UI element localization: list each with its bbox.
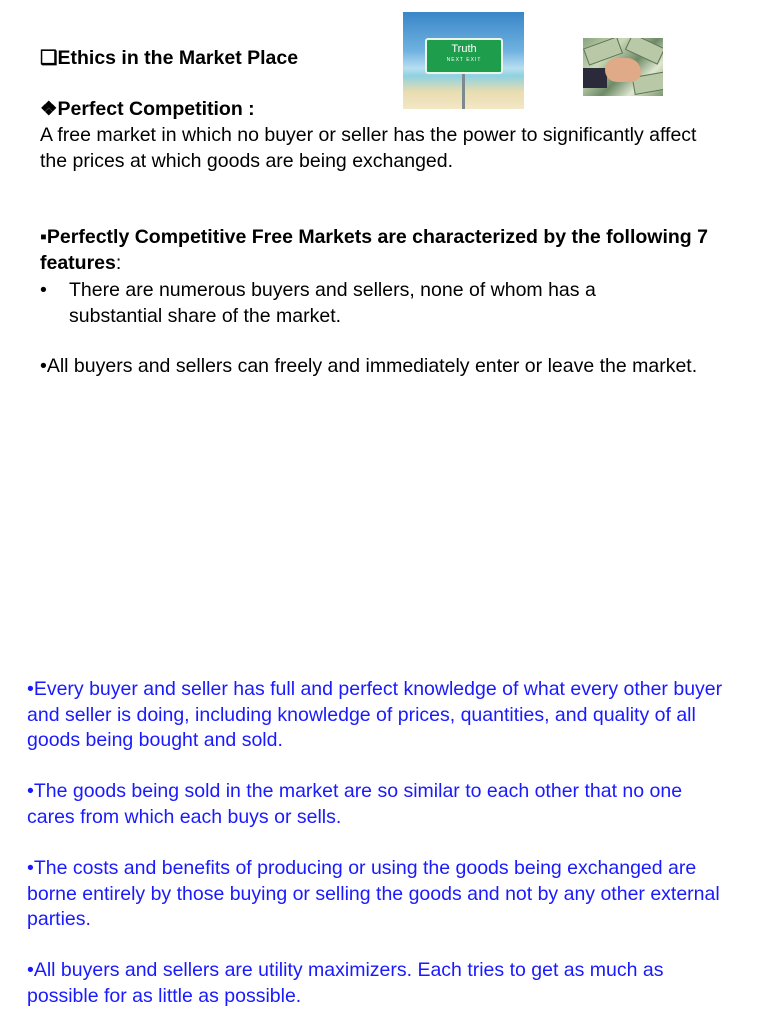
bullet-icon: • [27, 780, 34, 802]
page-title-text: Ethics in the Market Place [57, 47, 299, 69]
features-intro-text: Perfectly Competitive Free Markets are characterized by the following 7 features [40, 226, 708, 274]
bullet-icon: • [40, 355, 47, 377]
list-item [27, 958, 727, 1009]
truth-sign-image [403, 12, 524, 109]
subtitle-text: Perfect Competition : [57, 98, 255, 120]
list-item [40, 278, 720, 329]
bullet-icon: • [27, 678, 34, 700]
list-item [40, 354, 720, 380]
list-item-text: There are numerous buyers and sellers, none of whom has a substantial share of the market. [69, 279, 596, 327]
handshake [605, 58, 641, 82]
square-small-bullet-icon: ▪ [40, 226, 47, 248]
road-sign [425, 38, 503, 74]
list-item-text: All buyers and sellers are utility maximizers. Each tries to get as much as possible for as little as possible. [27, 959, 664, 1007]
list-item [27, 677, 727, 754]
definition: A free market in which no buyer or seller has the power to significantly affect the prices at which goods are being exchanged. [40, 124, 697, 172]
road-sign-text: Truth [451, 43, 477, 55]
diamond-bullet-icon: ❖ [40, 98, 58, 120]
sign-post [462, 74, 465, 109]
bullet-icon: • [27, 959, 34, 981]
page-title [40, 46, 298, 72]
list-item [27, 856, 727, 933]
subtitle [40, 97, 255, 123]
money-handshake-image [583, 38, 663, 96]
features-intro [40, 225, 720, 276]
list-item-text: The costs and benefits of producing or using the goods being exchanged are borne entirely by those buying or selling the goods and not by any other external parties. [27, 857, 720, 930]
list-item-text: All buyers and sellers can freely and immediately enter or leave the market. [46, 355, 698, 377]
list-item [27, 779, 727, 830]
bullet-icon: • [40, 279, 47, 301]
square-bullet-icon: ❑ [40, 47, 58, 69]
sleeve [583, 68, 607, 88]
features-intro-colon: : [115, 251, 122, 274]
road-sign-subtext: NEXT EXIT [446, 57, 482, 63]
list-item-text: The goods being sold in the market are so similar to each other that no one cares from which each buys or sells. [27, 780, 683, 828]
bullet-icon: • [27, 857, 34, 879]
list-item-text: Every buyer and seller has full and perfect knowledge of what every other buyer and seller is doing, including knowledge of prices, quantities, and quality of all goods being bought and sold. [27, 678, 723, 751]
